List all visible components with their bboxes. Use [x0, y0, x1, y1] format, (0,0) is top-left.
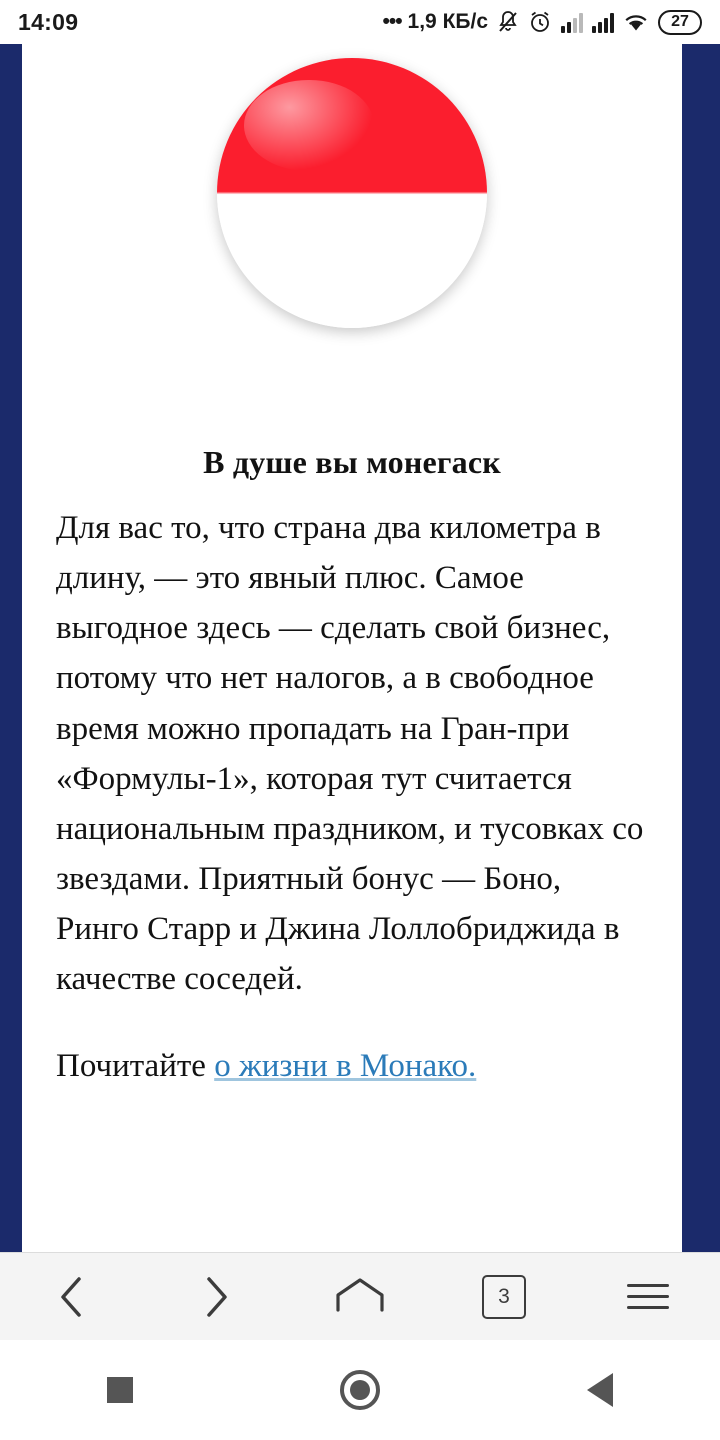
browser-menu-button[interactable]	[600, 1253, 696, 1341]
hero-image-container	[22, 44, 682, 444]
monaco-life-link[interactable]: о жизни в Монако.	[214, 1047, 477, 1084]
browser-back-button[interactable]	[24, 1253, 120, 1341]
chevron-right-icon	[199, 1274, 233, 1320]
footer-prefix: Почитайте	[56, 1047, 215, 1084]
network-speed-label: 1,9 КБ/с	[407, 10, 488, 33]
nav-back-button[interactable]	[540, 1340, 660, 1440]
battery-icon: 27	[658, 10, 702, 35]
home-icon	[334, 1276, 386, 1318]
article-footer-text	[56, 1041, 648, 1091]
browser-forward-button[interactable]	[168, 1253, 264, 1341]
back-icon	[587, 1373, 613, 1407]
alarm-clock-icon	[528, 10, 552, 34]
browser-tabs-button[interactable]	[456, 1253, 552, 1341]
browser-toolbar	[0, 1252, 720, 1340]
article-body-text: Для вас то, что страна два километра в длину, — это явный плюс. Самое выгодное здесь — сделать свой бизнес, потому что нет налогов, а в свободное время можно пропадать на Гран-при «Формулы-1», которая тут считается национальным праздником, и тусовках со звездами. Приятный бонус — Боно, Ринго Старр и Джина Лоллобриджида в качестве соседей.	[56, 510, 644, 998]
nav-home-button[interactable]	[300, 1340, 420, 1440]
browser-viewport[interactable]	[0, 44, 720, 1252]
more-dots-icon: •••	[382, 10, 402, 33]
home-icon	[340, 1370, 380, 1410]
bell-muted-icon	[497, 10, 519, 34]
browser-home-button[interactable]	[312, 1253, 408, 1341]
tabs-count-badge: 3	[482, 1275, 526, 1319]
article-content	[22, 444, 682, 1091]
signal-bars-icon-sim2	[592, 12, 614, 33]
chevron-left-icon	[55, 1274, 89, 1320]
menu-icon	[627, 1276, 669, 1317]
flag-ball-image	[217, 58, 487, 328]
page-title: В душе вы монегаск	[203, 444, 501, 480]
signal-bars-icon-sim1	[561, 12, 583, 33]
status-bar	[0, 0, 720, 44]
android-navigation-bar	[0, 1340, 720, 1440]
status-time: 14:09	[18, 8, 79, 35]
nav-recents-button[interactable]	[60, 1340, 180, 1440]
article-page	[22, 44, 682, 1252]
status-indicators	[382, 10, 702, 35]
recents-icon	[107, 1377, 133, 1403]
wifi-icon	[623, 12, 649, 33]
